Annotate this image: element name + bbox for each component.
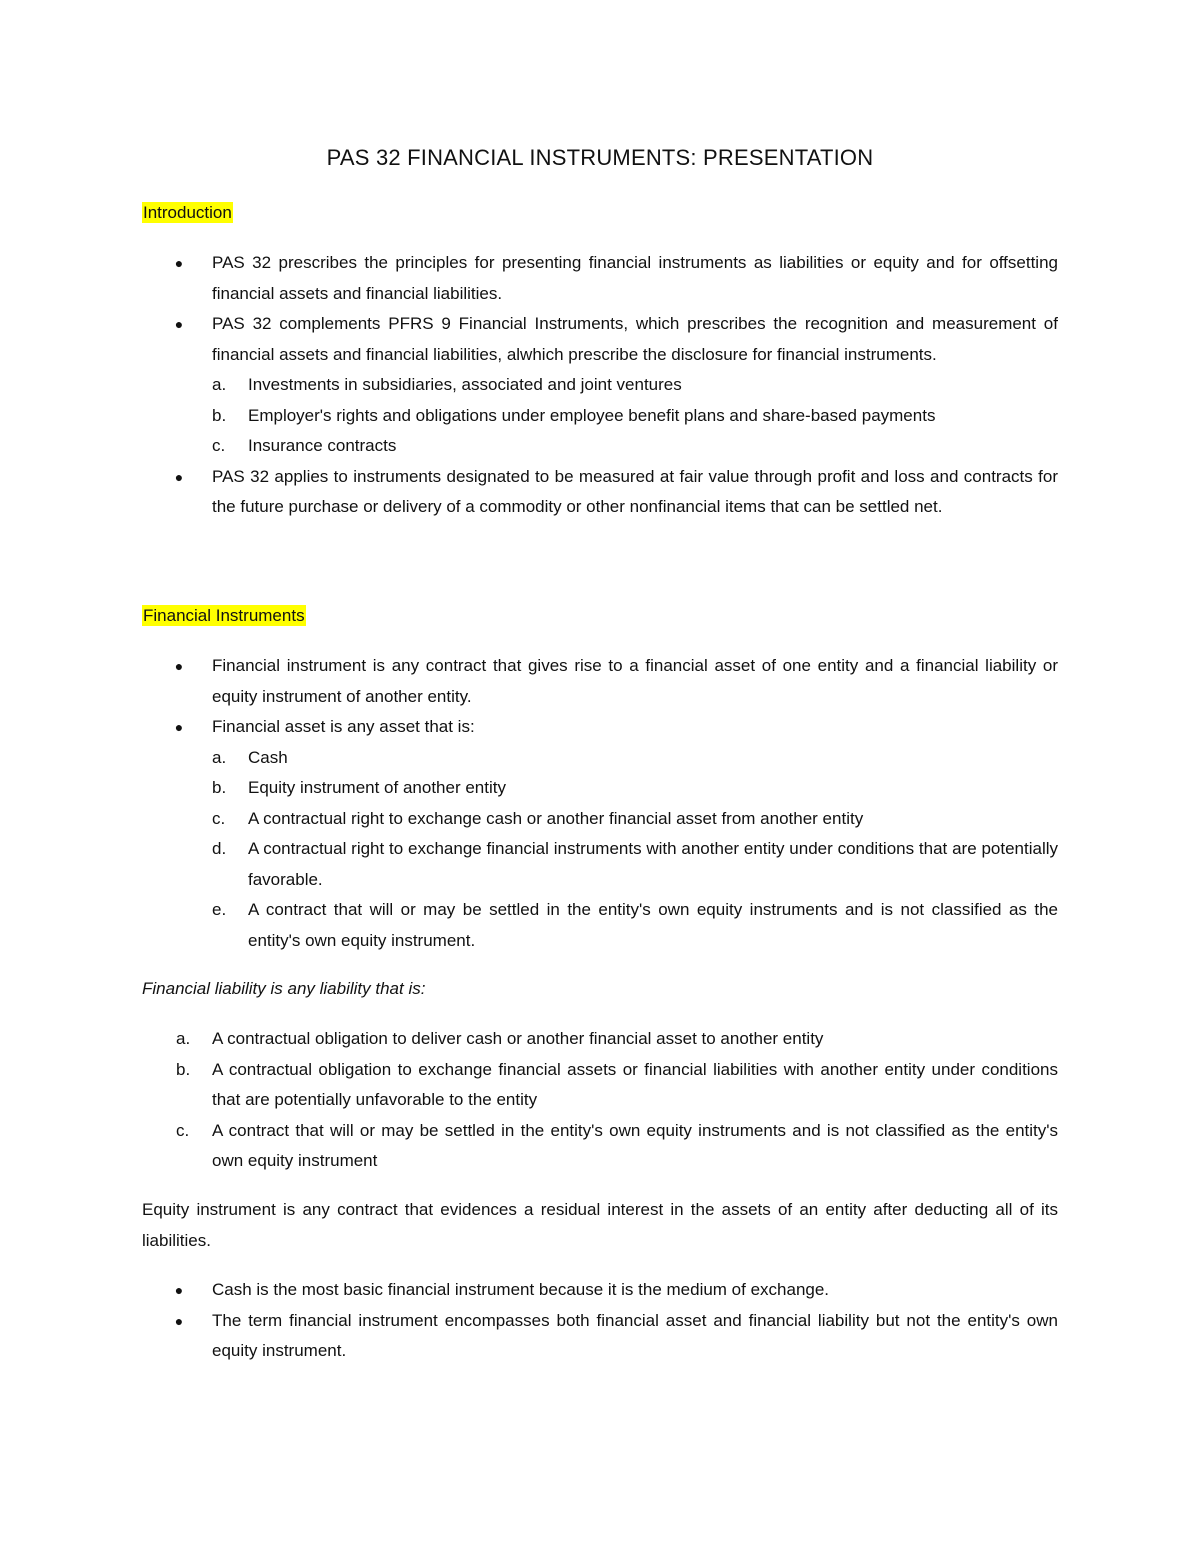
bullet-icon: ● <box>174 316 184 332</box>
list-item: ● PAS 32 complements PFRS 9 Financial Instruments, which prescribes the recognition and measurement of financial assets and financial liabilities, alwhich prescribe the disclosure for financial instruments. <box>142 309 1058 370</box>
list-item: ● PAS 32 prescribes the principles for presenting financial instruments as liabilities or equity and for offsetting financial assets and financial liabilities. <box>142 248 1058 309</box>
bullet-icon: ● <box>174 1312 184 1329</box>
sub-list-item: e. A contract that will or may be settled in the entity's own equity instruments and is not classified as the entity's own equity instrument. <box>212 900 1058 950</box>
sub-list-item: d. A contractual right to exchange financial instruments with another entity under conditions that are potentially favorable. <box>212 839 1058 889</box>
equity-paragraph: Equity instrument is any contract that evidences a residual interest in the assets of an entity after deducting all of its liabilities. <box>142 1200 1058 1250</box>
list-item: c. A contract that will or may be settled in the entity's own equity instruments and is not classified as the entity's own equity instrument <box>176 1120 1058 1170</box>
intro-heading: Introduction <box>143 203 232 222</box>
bullet-icon: ● <box>174 719 184 735</box>
sub-list-item: c. Insurance contracts <box>212 436 397 455</box>
list-item: a. A contractual obligation to deliver cash or another financial asset to another entity <box>176 1029 824 1048</box>
financial-liability-section <box>142 974 1058 1177</box>
list-item: ● Cash is the most basic financial instrument because it is the medium of exchange. <box>142 1275 1058 1306</box>
bullet-icon: ● <box>174 658 184 674</box>
page-title: PAS 32 FINANCIAL INSTRUMENTS: PRESENTATION <box>326 145 874 170</box>
list-item: ● PAS 32 applies to instruments designated to be measured at fair value through profit and loss and contracts for the future purchase or delivery of a commodity or other nonfinancial items that can be settled net. <box>142 462 1058 523</box>
financial-instruments-section <box>142 601 1058 956</box>
list-item: ● The term financial instrument encompasses both financial asset and financial liability but not the entity's own equity instrument. <box>142 1306 1058 1367</box>
list-item: ● Financial instrument is any contract that gives rise to a financial asset of one entity and a financial liability or equity instrument of another entity. <box>142 651 1058 712</box>
sub-list-item: a. Cash <box>212 747 288 767</box>
fl-heading: Financial liability is any liability that is: <box>142 979 426 998</box>
sub-list-item: b. Employer's rights and obligations under employee benefit plans and share-based payments <box>212 405 936 425</box>
equity-section <box>142 1195 1058 1367</box>
list-item: ● Financial asset is any asset that is: <box>142 712 1058 743</box>
bullet-icon: ● <box>174 468 184 485</box>
bullet-icon: ● <box>174 1282 184 1298</box>
bullet-icon: ● <box>174 255 184 271</box>
sub-list-item: a. Investments in subsidiaries, associated and joint ventures <box>212 375 682 394</box>
fi-heading: Financial Instruments <box>143 606 305 625</box>
sub-list-item: c. A contractual right to exchange cash or another financial asset from another entity <box>212 808 864 828</box>
sub-list-item: b. Equity instrument of another entity <box>212 778 506 797</box>
list-item: b. A contractual obligation to exchange financial assets or financial liabilities with another entity under conditions that are potentially unfavorable to the entity <box>176 1059 1058 1109</box>
intro-section <box>142 198 1058 523</box>
